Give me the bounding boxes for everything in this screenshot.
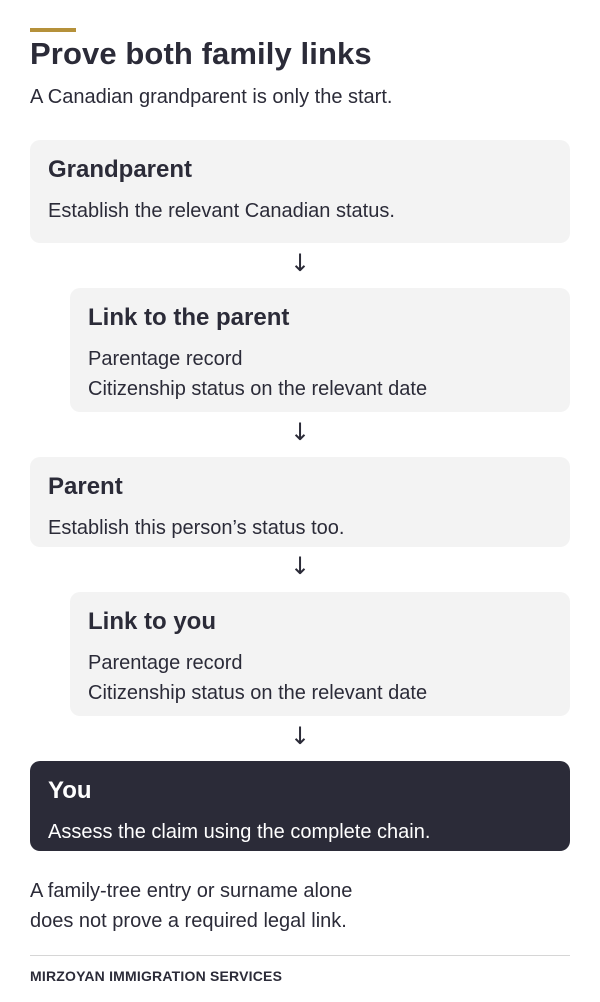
divider xyxy=(30,955,570,956)
footnote xyxy=(30,876,352,936)
step-line: Parentage record xyxy=(88,348,243,370)
accent-rule xyxy=(30,28,76,32)
step-body xyxy=(88,344,552,404)
step-title: Parent xyxy=(48,473,123,500)
step-line: Parentage record xyxy=(88,652,243,674)
step-title: Grandparent xyxy=(48,156,193,183)
footnote-line: A family-tree entry or surname alone xyxy=(30,880,353,902)
step-body xyxy=(48,196,552,226)
brand-name: MIRZOYAN IMMIGRATION SERVICES xyxy=(30,968,283,984)
step-body xyxy=(88,648,552,708)
page-title: Prove both family links xyxy=(30,36,372,71)
step-title: You xyxy=(48,777,92,804)
footnote-line: does not prove a required legal link. xyxy=(30,910,347,932)
step-line: Citizenship status on the relevant date xyxy=(88,378,428,400)
step-card-link-to-parent xyxy=(70,288,570,412)
down-arrow-icon: ↓ xyxy=(289,552,311,580)
step-title: Link to you xyxy=(88,608,216,635)
step-line: Establish the relevant Canadian status. xyxy=(48,200,395,222)
step-title: Link to the parent xyxy=(88,304,290,331)
step-card-parent xyxy=(30,457,570,547)
step-card-link-to-you xyxy=(70,592,570,716)
step-card-you xyxy=(30,761,570,851)
down-arrow-icon: ↓ xyxy=(289,722,311,750)
step-card-grandparent xyxy=(30,140,570,243)
step-line: Establish this person’s status too. xyxy=(48,517,345,539)
down-arrow-icon: ↓ xyxy=(289,418,311,446)
step-body xyxy=(48,513,552,543)
down-arrow-icon: ↓ xyxy=(289,249,311,277)
step-line: Assess the claim using the complete chain. xyxy=(48,821,431,843)
step-body xyxy=(48,817,552,847)
page-subtitle: A Canadian grandparent is only the start. xyxy=(30,86,393,108)
step-line: Citizenship status on the relevant date xyxy=(88,682,428,704)
